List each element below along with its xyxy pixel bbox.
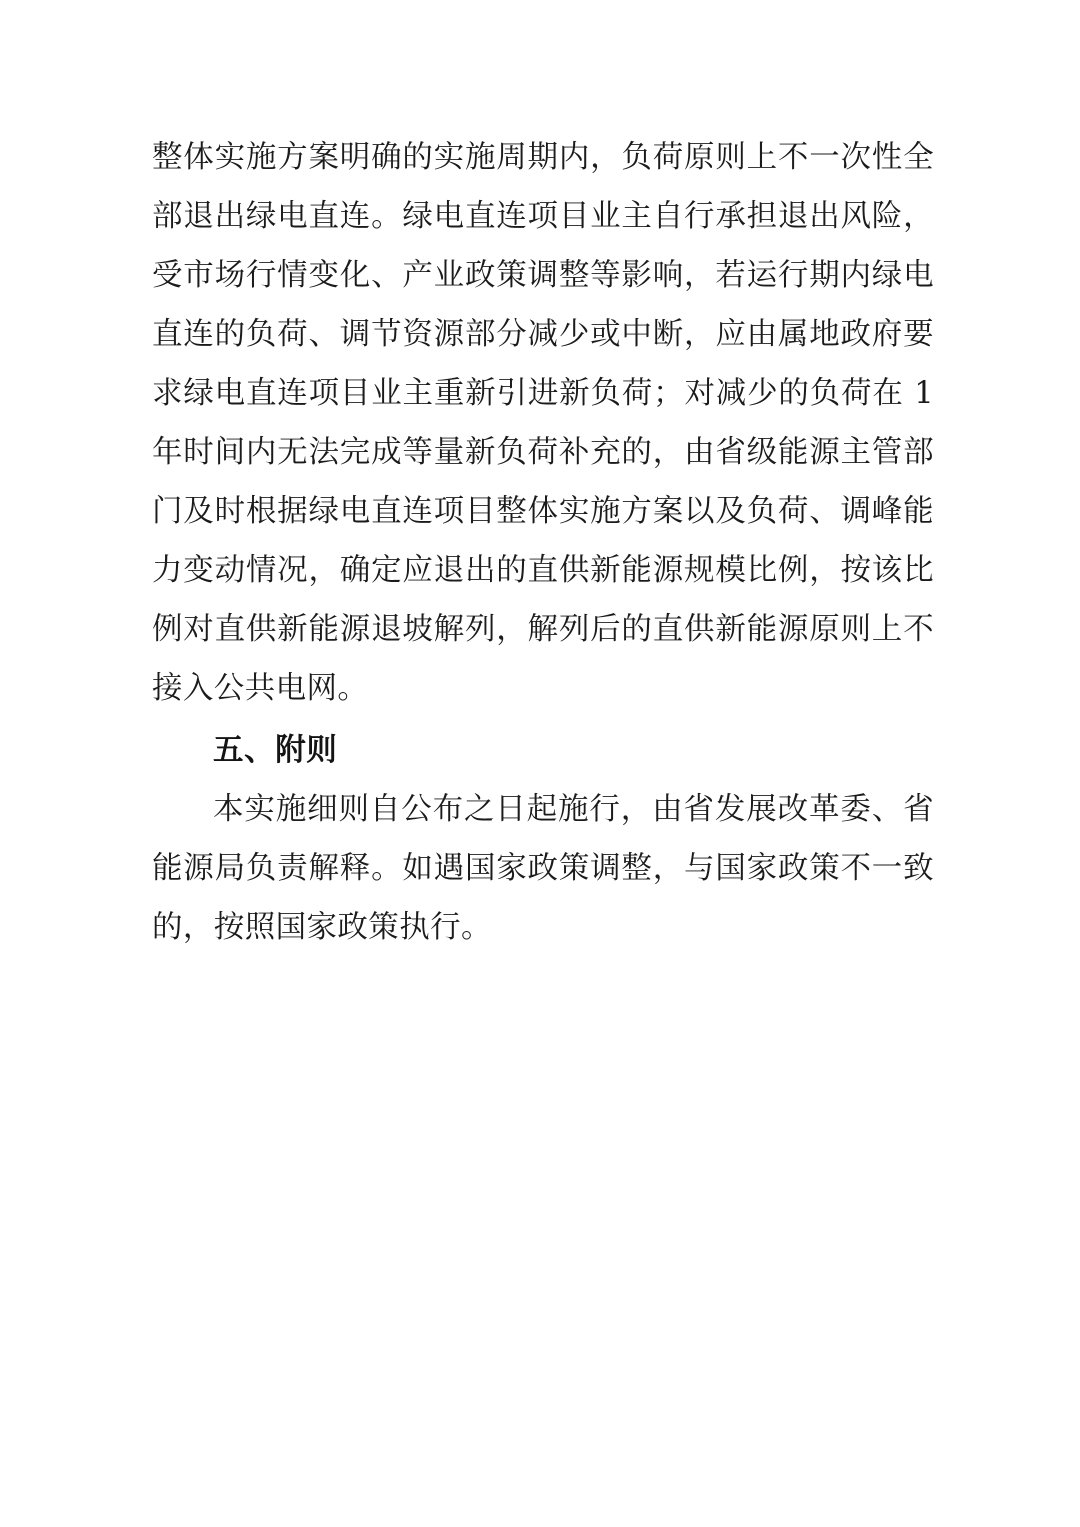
paragraph-continued: 整体实施方案明确的实施周期内，负荷原则上不一次性全部退出绿电直连。绿电直连项目业主自行承担退出风险，受市场行情变化、产业政策调整等影响，若运行期内绿电直连的负荷、调节资源部分减少或中断，应由属地政府要求绿电直连项目业主重新引进新负荷；对减少的负荷在 1 年时间内无法完成等量新负荷补充的，由省级能源主管部门及时根据绿电直连项目整体实施方案以及负荷、调峰能力变动情况，确定应退出的直供新能源规模比例，按该比例对直供新能源退坡解列，解列后的直供新能源原则上不接入公共电网。 bbox=[152, 140, 934, 706]
page-content bbox=[152, 128, 934, 957]
paragraph-appendix-1: 本实施细则自公布之日起施行，由省发展改革委、省能源局负责解释。如遇国家政策调整，与国家政策不一致的，按照国家政策执行。 bbox=[152, 792, 934, 945]
section-heading-appendix: 五、附则 bbox=[213, 732, 338, 768]
